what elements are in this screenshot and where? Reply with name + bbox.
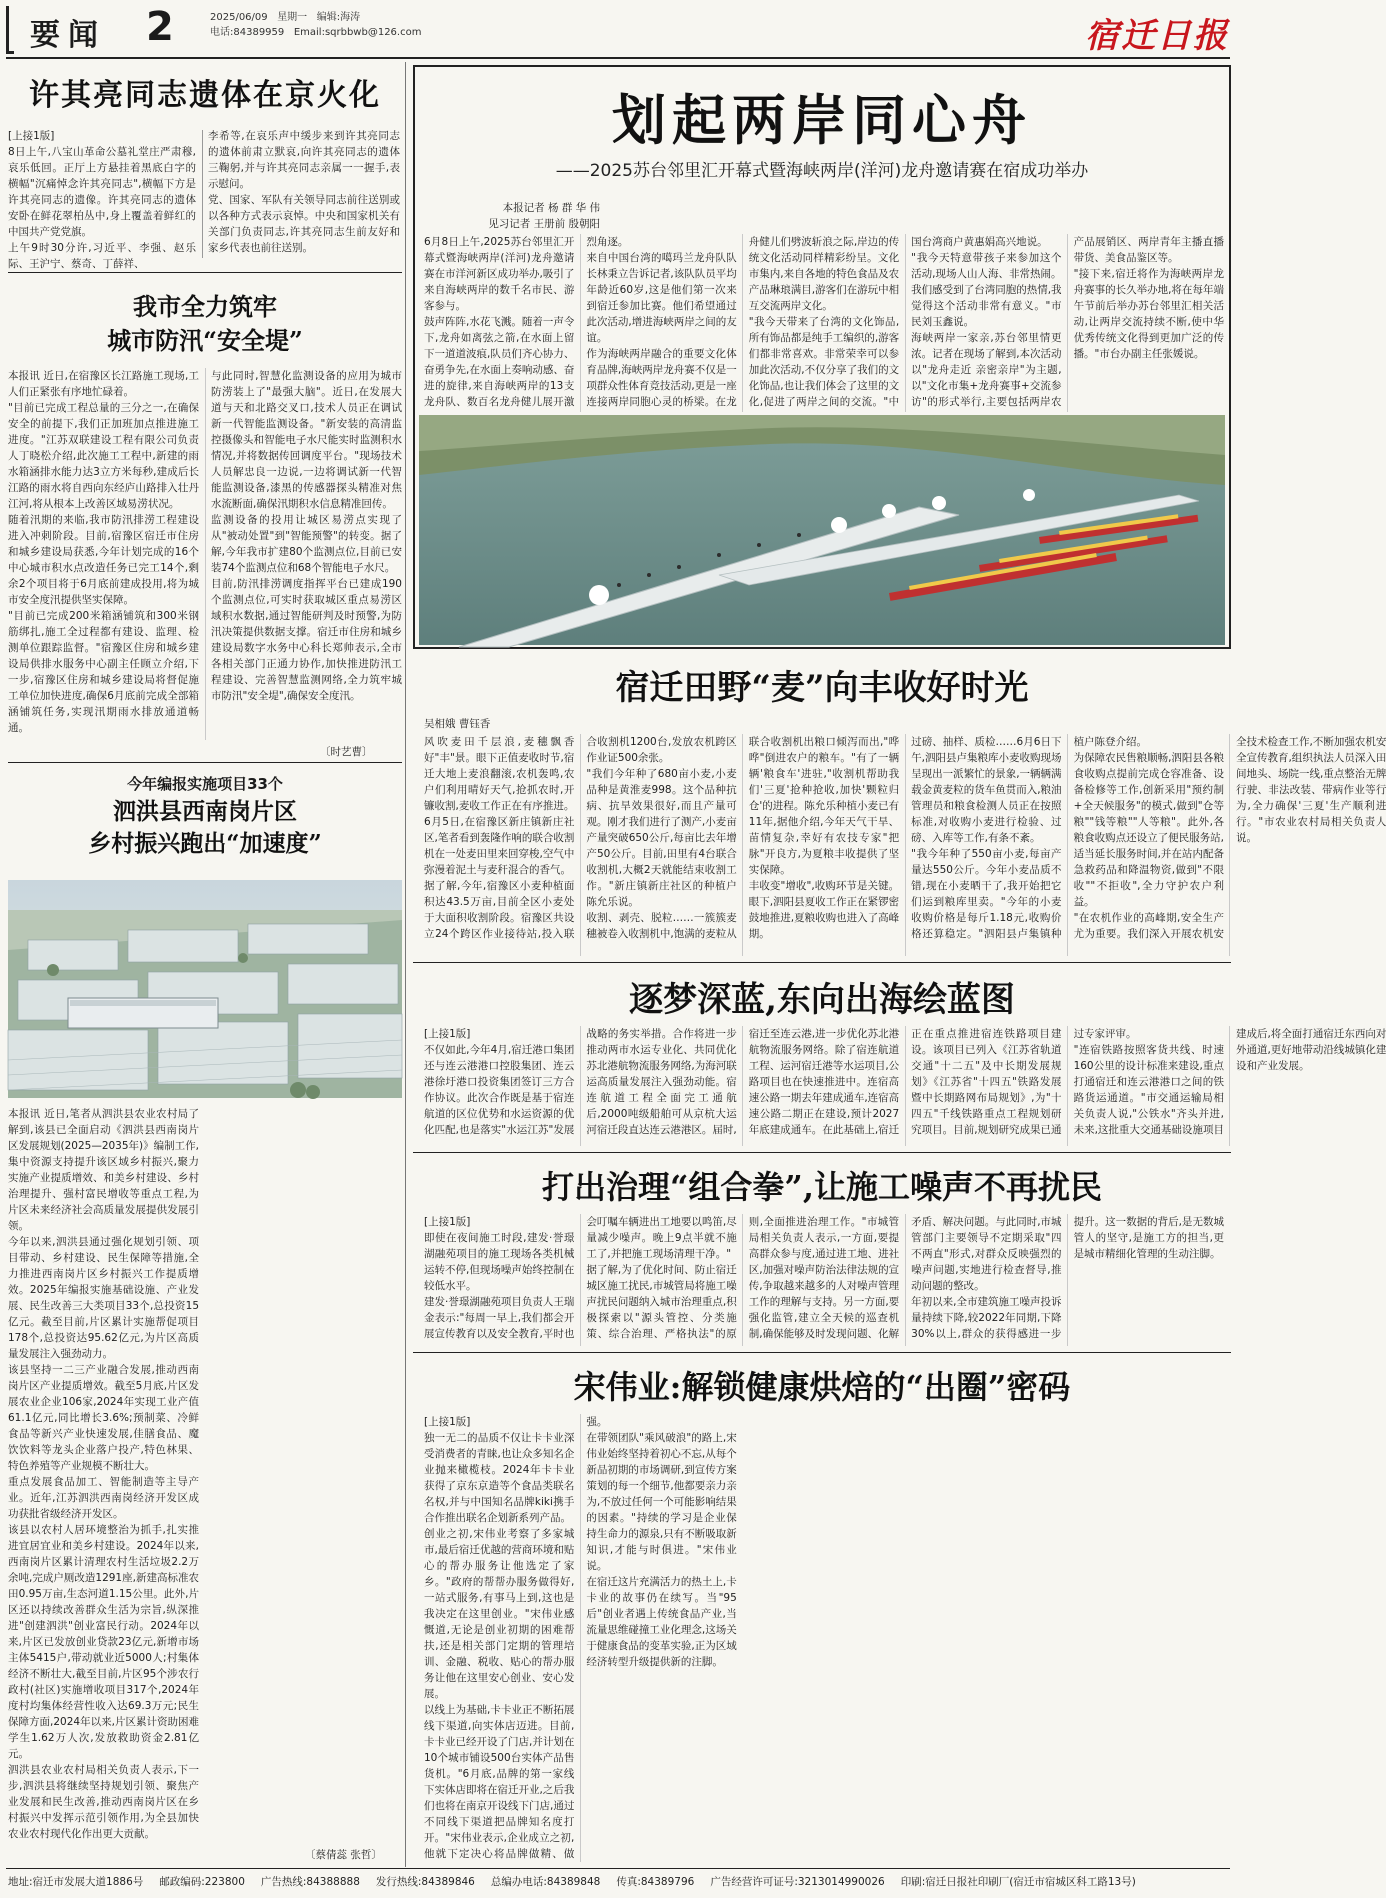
footer-ad-license: 广告经营许可证号:3213014990026 (710, 1876, 885, 1888)
byline-reporters: 本报记者 杨 群 华 伟 (502, 202, 600, 214)
issue-weekday: 星期一 (277, 12, 308, 23)
headline: 打出治理“组合拳”,让施工噪声不再扰民 (542, 1168, 1102, 1206)
article-body-col1: [上接1版] 8日上午,八宝山革命公墓礼堂庄严肃穆,哀乐低回。正厅上方悬挂着黑底白字的横幅"沉痛悼念许其亮同志",横幅下方是许其亮同志的遗像。许其亮同志的遗体安卧在鲜花翠柏丛中,身上覆盖着鲜红的中国共产党党旗。 上午9时30分许,习近平、李强、赵乐际、王沪宁、蔡奇、丁薛祥、 (8, 130, 196, 270)
section-rule (8, 272, 402, 273)
headline-line1: 泗洪县西南岗片区 (113, 798, 297, 825)
editor-phone: 电话:84389959 (210, 27, 285, 38)
footer-ad-hotline: 广告热线:84388888 (260, 1876, 360, 1888)
footer-fax: 传真:84389796 (616, 1876, 695, 1888)
greenhouse-illustration (8, 880, 402, 1098)
masthead-meta (210, 10, 510, 40)
col-divider (202, 130, 203, 258)
section-rule (8, 762, 402, 763)
headline: 许其亮同志遗体在京火化 (29, 78, 381, 113)
article-signoff: 〔时艺曹〕 (320, 746, 373, 758)
kicker: 今年编报实施项目33个 (127, 775, 283, 793)
column-divider (405, 62, 406, 1867)
section-rule (413, 962, 1231, 963)
article-body: [上接1版] 独一无二的品质不仅让卡卡业深受消费者的青睐,也让众多知名企业抛来橄榄枝。2024年卡卡业获得了京东京造等个食品类联名名权,并与中国知名品牌kiki携手合作推出联名企划新系列产品。 创业之初,宋伟业考察了多家城市,最后宿迁优越的营商环境和贴心的帮办服务让他选定了家乡。"政府的帮帮办服务做得好,一站式服务,有事马上到,这也是我决定在这里创业。"宋伟业感慨道,无论是创业初期的困难帮扶,还是相关部门定期的管理培训、金融、税收、贴心的帮办服务让他在这里安心创业、安心发展。 以线上为基础,卡卡业正不断拓展线下渠道,向实体店迈进。目前,卡卡业已经开设了门店,并计划在10个城市铺设500台实体产品售货机。"6月底,品牌的第一家线下实体店即将在宿迁开业,之后我们也将在南京开设线下门店,通过不同线下渠道把品牌知名度打开。"宋伟业表示,企业成立之初,他就下定决心将品牌做精、做强。 在带领团队"乘风破浪"的路上,宋伟业始终坚持着初心不忘,从每个新品初期的市场调研,到宣传方案策划的每一个细节,他都要亲力亲为,不放过任何一个可能影响结果的因素。"持续的学习是企业保持生命力的源泉,只有不断吸取新知识,才能与时俱进。"宋伟业说。 在宿迁这片充满活力的热土上,卡卡业的故事仍在续写。当"95后"创业者遇上传统食品产业,当流量思维碰撞工业化理念,这场关于健康食品的变革实验,正为区域经济转型升级提供新的注脚。 (424, 1416, 737, 1860)
headline-line1: 我市全力筑牢 (133, 292, 277, 321)
article-body-col2: 李希等,在哀乐声中缓步来到许其亮同志的遗体前肃立默哀,向许其亮同志的遗体三鞠躬,并与许其亮同志亲属一一握手,表示慰问。 党、国家、军队有关领导同志前往送别或以各种方式表示哀悼。中央和国家机关有关部门负责同志,许其亮同志生前友好和家乡代表也前往送别。 (208, 130, 400, 254)
byline-trainees: 见习记者 王册前 殷朝阳 (488, 218, 600, 230)
page-number: 2 (146, 4, 174, 50)
byline (424, 200, 600, 232)
footer-rule (6, 1868, 1230, 1869)
footer-printer: 印刷:宿迁日报社印刷厂(宿迁市宿城区科工路13号) (900, 1876, 1136, 1888)
headline-line2: 乡村振兴跑出“加速度” (88, 830, 322, 857)
headline: 宋伟业:解锁健康烘焙的“出圈”密码 (573, 1368, 1071, 1406)
section-rule (413, 1152, 1231, 1153)
byline: 吴相娥 曹钰香 (424, 718, 491, 730)
article-body: [上接1版] 不仅如此,今年4月,宿迁港口集团还与连云港港口控股集团、连云港徐圩港口投资集团签订三方合作协议。此次合作既是基于宿连航道的区位优势和水运资源的优化匹配,也是落实"水运江苏"发展战略的务实举措。合作将进一步推动两市水运专业化、共同优化苏北港航物流服务网络,为海河联运高质量发展注入强劲动能。宿连航道工程全面完工通航后,2000吨级船舶可从京杭大运河宿迁段直达连云港港区。届时,宿迁至连云港,进一步优化苏北港航物流服务网络。除了宿连航道工程、运河宿迁港等水运项目,公路项目也在快速推进中。连宿高速公路一期去年建成通车,连宿高速公路二期正在建设,预计2027年底建成通车。在此基础上,宿迁正在重点推进宿连铁路项目建设。该项目已列入《江苏省轨道交通"十二五"及中长期发展规划》《江苏省"十四五"铁路发展暨中长期路网布局规划》,为"十四五"千线铁路重点工程规划研究项目。目前,规划研究成果已通过专家评审。 "连宿铁路按照客货共线、时速160公里的设计标准来建设,重点打通宿迁和连云港港口之间的铁路货运通道。"市交通运输局相关负责人说,"公铁水"齐头并进,未来,这批重大交通基础设施项目建成后,将全面打通宿迁东西向对外通道,更好地带动沿线城镇化建设和产业发展。 (424, 1028, 1386, 1136)
headline (10, 796, 400, 860)
headline: 逐梦深蓝,东向出海绘蓝图 (629, 980, 1015, 1020)
section-name: 要闻 (30, 18, 106, 53)
article-body: 本报讯 近日,在宿豫区长江路施工现场,工人们正紧张有序地忙碌着。 "目前已完成工程总量的三分之一,在确保安全的前提下,我们正加班加点推进施工进度。"江苏双联建设工程有限公司负责人丁晓松介绍,此次施工工程中,新建的雨水箱涵排水能力达3立方米每秒,建成后长江路的雨水将自西向东经庐山路排入壮丹江河,将从根本上改善区域易涝状况。 随着汛期的来临,我市防汛排涝工程建设进入冲刺阶段。目前,宿豫区宿迁市住房和城乡建设局获悉,今年计划完成的16个中心城市积水点改造任务已完工14个,剩余2个项目将于6月底前建成投用,将为城市安全度汛提供坚实保障。 "目前已完成200米箱涵铺筑和300米钢筋绑扎,施工全过程都有建设、监理、检测单位跟踪监督。"宿豫区住房和城乡建设局供排水服务中心副主任顾立介绍,下一步,宿豫区住房和城乡建设局将督促施工单位加快进度,确保6月底前完成全部箱涵铺筑任务,实现汛期雨水排放通道畅通。 与此同时,智慧化监测设备的应用为城市防涝装上了"最强大脑"。近日,在发展大道与天和北路交叉口,技术人员正在调试新一代智能监测设备。"新安装的高清监控摄像头和智能电子水尺能实时监测积水情况,并将数据传回调度平台。"现场技术人员解忠良一边说,一边将调试新一代智能监测设备,漆黑的传感器探头精准对焦水流断面,确保汛期积水信息精准回传。 监测设备的投用让城区易涝点实现了从"被动处置"到"智能预警"的转变。据了解,今年我市扩建80个监测点位,目前已安装74个监测点位和68个智能电子水尺。 目前,防汛排涝调度指挥平台已建成190个监测点位,可实时获取城区重点易涝区域积水数据,通过智能研判及时预警,为防汛决策提供数据支撑。宿迁市住房和城乡建设局数字水务中心科长郑帅表示,全市各相关部门正通力协作,加快推进防汛工程建设、完善智慧监测网络,全力筑牢城市防汛"安全堤",确保安全度汛。 (8, 370, 402, 734)
greenhouse-photo (8, 880, 402, 1098)
masthead-rule (6, 57, 1230, 59)
article-signoff: 〔蔡倩蕊 张哲〕 (305, 1849, 382, 1861)
footer-distribution-hotline: 发行热线:84389846 (375, 1876, 475, 1888)
dragon-boat-illustration (419, 415, 1225, 645)
masthead-bracket (6, 6, 14, 54)
section-rule (413, 1352, 1231, 1353)
headline: 宿迁田野“麦”向丰收好时光 (615, 668, 1029, 708)
headline (10, 290, 400, 358)
footer (8, 1874, 1230, 1889)
article-body: 6月8日上午,2025苏台邻里汇开幕式暨海峡两岸(洋河)龙舟邀请赛在市洋河新区成功举办,吸引了来自海峡两岸的数千名市民、游客参与。 鼓声阵阵,水花飞溅。随着一声令下,龙舟如离弦之箭,在水面上留下一道道波痕,队员们齐心协力、奋勇争先,在水面上奏响动感、奋进的旋律,来自海峡两岸的13支龙舟队、数百名龙舟健儿展开激烈角逐。 来自中国台湾的噶玛兰龙舟队队长林秉立告诉记者,该队队员平均年龄近60岁,这是他们第一次来到宿迁参加比赛。他们希望通过此次活动,增进海峡两岸之间的友谊。 作为海峡两岸融合的重要文化体育品牌,海峡两岸龙舟赛不仅是一项群众性体育竞技活动,更是一座连接两岸同胞心灵的桥梁。在龙舟健儿们劈波斩浪之际,岸边的传统文化活动同样精彩纷呈。文化市集内,来自各地的特色食品及农产品琳琅满目,游客们在游玩中相互交流两岸文化。 "我今天带来了台湾的文化饰品,所有饰品都是纯手工编织的,游客们都非常喜欢。非常荣幸可以参加此次活动,不仅分享了我们的文化饰品,也让我们体会了这里的文化,促进了两岸之间的交流。"中国台湾商户黄惠娟高兴地说。 "我今天特意带孩子来参加这个活动,现场人山人海、非常热闹。我们感受到了台湾同胞的热情,我觉得这个活动非常有意义。"市民刘玉鑫说。 海峡两岸一家亲,苏台邻里情更浓。记者在现场了解到,本次活动以"龙舟走近 亲密亲岸"为主题,以"文化市集+龙舟赛事+交流参访"的形式举行,主要包括两岸农产品展销区、两岸青年主播直播带货、美食品鉴区等。 "接下来,宿迁将作为海峡两岸龙舟赛事的长久举办地,将在每年端午节前后举办苏台邻里汇相关活动,让两岸交流持续不断,使中华优秀传统文化得到更加广泛的传播。"市台办副主任张媛说。 (424, 236, 1224, 408)
headline-line2: 城市防汛“安全堤” (107, 326, 303, 355)
headline: 划起两岸同心舟 (612, 88, 1032, 152)
dragon-boat-photo (419, 415, 1225, 645)
article-body: [上接1版] 即使在夜间施工时段,建发·誉璟湖融苑项目的施工现场各类机械运转不停,但现场噪声始终控制在较低水平。 建发·誉璟湖融苑项目负责人王瑞金表示:"每周一早上,我们都会开展宣传教育以及安全教育,平时也会叮嘱车辆进出工地要以鸣笛,尽量减少噪声。晚上9点半就不施工了,并把施工现场清理干净。" 据了解,为了优化时间、防止宿迁城区施工扰民,市城管局将施工噪声扰民问题纳入城市治理重点,积极探索以"源头管控、分类施策、综合治理、严格执法"的原则,全面推进治理工作。"市城管局相关负责人表示,一方面,要提高群众参与度,通过进工地、进社区,加强对噪声防治法律法规的宣传,争取越来越多的人对噪声管理工作的理解与支持。另一方面,要强化监管,建立全天候的巡查机制,确保能够及时发现问题、化解矛盾、解决问题。与此同时,市城管部门主要领导不定期采取"四不两直"形式,对群众反映强烈的噪声问题,实地进行检查督导,推动问题的整改。 年初以来,全市建筑施工噪声投诉量持续下降,较2022年同期,下降30%以上,群众的获得感进一步提升。这一数据的背后,是无数城管人的坚守,是施工方的担当,更是城市精细化管理的生动注脚。 (424, 1216, 1224, 1340)
subheadline: ——2025苏台邻里汇开幕式暨海峡两岸(洋河)龙舟邀请赛在宿成功举办 (555, 161, 1089, 181)
footer-editorial-office: 总编办电话:84389848 (490, 1876, 601, 1888)
newspaper-brand: 宿迁日报 (1085, 16, 1229, 56)
footer-address: 地址:宿迁市发展大道1886号 (8, 1876, 144, 1888)
article-body: 风吹麦田千层浪,麦穗飘香好"丰"景。眼下正值麦收时节,宿迁大地上麦浪翻滚,农机轰鸣,农户们利用晴好天气,抢抓农时,开镰收割,麦收工作正在有序推进。 6月5日,在宿豫区新庄镇新庄社区,笔者看到轰隆作响的联合收割机在一处麦田里来回穿梭,空气中弥漫着泥土与麦秆混合的香气。 据了解,今年,宿豫区小麦种植面积达43.5万亩,目前全区小麦处于大面积收割阶段。宿豫区共设立24个跨区作业接待站,投入联合收割机1200台,发放农机跨区作业证500余张。 "我们今年种了680亩小麦,小麦品种是黄淮麦998。这个品种抗病、抗旱效果很好,而且产量可观。刚才我们进行了测产,小麦亩产量突破650公斤,每亩比去年增产50公斤。目前,田里有4台联合收割机,大概2天就能结束收割工作。"新庄镇新庄社区的种植户陈允乐说。 收割、剥壳、脱粒……一簇簇麦穗被卷入收割机中,饱满的麦粒从联合收割机出粮口倾泻而出,"哗哗"倒进农户的粮车。"有了一辆辆'粮食车'进驻,"收割机帮助我们'三夏'抢种抢收,加快'颗粒归仓'的进程。陈允乐种植小麦已有11年,据他介绍,今年天气干旱、苗情复杂,幸好有农技专家"把脉"开良方,为夏粮丰收提供了坚实保障。 丰收变"增收",收购环节是关键。眼下,泗阳县夏收工作正在紧锣密鼓地推进,夏粮收购也进入了高峰期。 过磅、抽样、质检……6月6日下午,泗阳县卢集粮库小麦收购现场呈现出一派繁忙的景象,一辆辆满载金黄麦粒的货车鱼贯而入,粮油管理员和粮食检测人员正在按照标准,对收购小麦进行检验、过磅、入库等工作,有条不紊。 "我今年种了550亩小麦,每亩产量达550公斤。今年小麦品质不错,现在小麦晒干了,我开始把它们运到粮库里卖。"今年的小麦收购价格是每斤1.18元,收购价格还算稳定。"泗阳县卢集镇种植户陈登介绍。 为保障农民售粮顺畅,泗阳县各粮食收购点提前完成仓容准备、设备检修等工作,创新采用"预约制+全天候服务"的模式,做到"仓等粮""钱等粮""人等粮"。此外,各粮食收购点还设立了便民服务站,适当延长服务时间,并在站内配备急救药品和降温物资,做到"不限收""不拒收",全力守护农户利益。 "在农机作业的高峰期,安全生产尤为重要。我们深入开展农机安全技术检查工作,不断加强农机安全宣传教育,组织执法人员深入田间地头、场院一线,重点整治无牌行驶、非法改装、带病作业等行为,全力确保'三夏'生产顺利进行。"市农业农村局相关负责人说。 (424, 736, 1386, 940)
editor: 编辑:海涛 (316, 12, 361, 23)
editor-email: Email:sqrbbwb@126.com (293, 27, 422, 38)
issue-date: 2025/06/09 (210, 12, 268, 23)
footer-postcode: 邮政编码:223800 (159, 1876, 245, 1888)
article-body: 本报讯 近日,笔者从泗洪县农业农村局了解到,该县已全面启动《泗洪县西南岗片区发展规划(2025—2035年)》编制工作,集中资源支持提升该区域乡村振兴,聚力实施产业提质增效、和美乡村建设、乡村治理提升、强村富民增收等重点工程,为片区未来经济社会高质量发展提供发展引领。 今年以来,泗洪县通过强化规划引领、项目带动、乡村建设、民生保障等措施,全力推进西南岗片区乡村振兴工作提质增效。2025年编报实施基础设施、产业发展、民生改善三大类项目33个,总投资15亿元。截至目前,片区累计实施帮促项目178个,总投资达95.62亿元,为片区高质量发展注入强劲动力。 该县坚持一二三产业融合发展,推动西南岗片区产业提质增效。截至5月底,片区发展农业企业106家,2024年实现工业产值61.1亿元,同比增长3.6%;预制菜、冷鲜食品等新兴产业快速发展,佳膳食品、魔饮饮料等龙头企业落户投产,特色林果、特色养殖等产业规模不断壮大。 重点发展食品加工、智能制造等主导产业。近年,江苏泗洪西南岗经济开发区成功获批省级经济开发区。 该县以农村人居环境整治为抓手,扎实推进宜居宜业和美乡村建设。2024年以来,西南岗片区累计清理农村生活垃圾2.2万余吨,完成户厕改造1291座,新建高标准农田0.95万亩,生态河道1.15公里。此外,片区还以持续改善群众生活为宗旨,纵深推进"创建泗洪"创业富民行动。2024年以来,片区已发放创业贷款23亿元,新增市场主体5415户,带动就业近5000人;村集体经济不断壮大,截至目前,片区95个涉农行政村(社区)实施增收项目317个,2024年度村均集体经营性收入达69.3万元;民生保障方面,2024年以来,片区累计资助困难学生1.62万人次,发放救助资金2.81亿元。 泗洪县农业农村局相关负责人表示,下一步,泗洪县将继续坚持规划引领、聚焦产业发展和民生改善,推动西南岗片区在乡村振兴中发挥示范引领作用,为全县加快农业农村现代化作出更大贡献。 (8, 1108, 199, 1840)
